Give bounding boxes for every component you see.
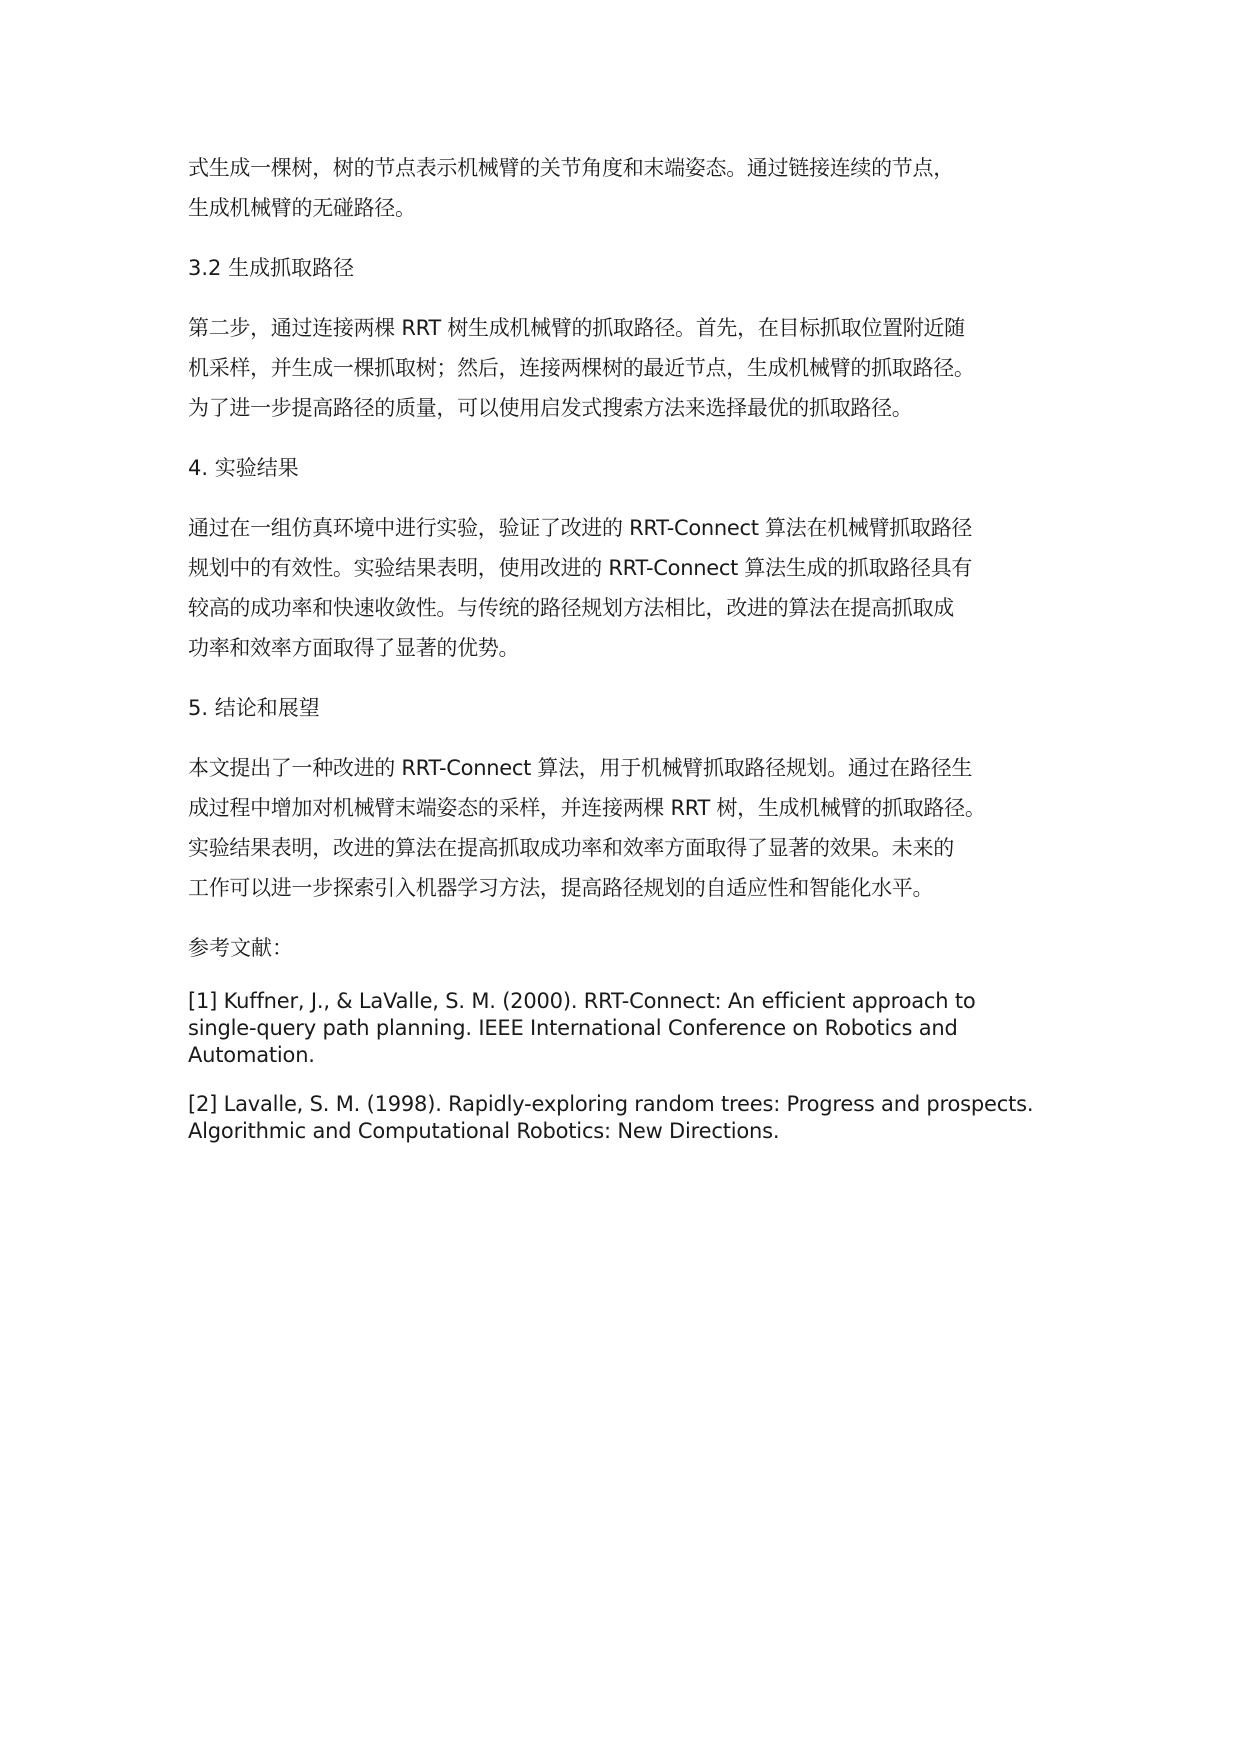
text-line: 工作可以进一步探索引入机器学习方法，提高路径规划的自适应性和智能化水平。 <box>188 876 934 900</box>
section-4-paragraph <box>188 508 1088 668</box>
reference-line: [2] Lavalle, S. M. (1998). Rapidly-exploring random trees: Progress and prospects. <box>188 1092 1034 1116</box>
reference-item-1 <box>188 988 1088 1069</box>
text-line: 较高的成功率和快速收敛性。与传统的路径规划方法相比，改进的算法在提高抓取成 <box>188 596 954 620</box>
reference-line: Automation. <box>188 1043 315 1067</box>
text-line: 第二步，通过连接两棵 RRT 树生成机械臂的抓取路径。首先，在目标抓取位置附近随 <box>188 316 965 340</box>
text-line: 为了进一步提高路径的质量，可以使用启发式搜索方法来选择最优的抓取路径。 <box>188 396 913 420</box>
section-5-paragraph <box>188 748 1088 908</box>
intro-paragraph <box>188 148 1088 228</box>
text-line: 通过在一组仿真环境中进行实验，验证了改进的 RRT-Connect 算法在机械臂抓取路径 <box>188 516 973 540</box>
text-line: 式生成一棵树，树的节点表示机械臂的关节角度和末端姿态。通过链接连续的节点， <box>188 156 954 180</box>
document-body <box>188 148 1088 1167</box>
reference-line: [1] Kuffner, J., & LaValle, S. M. (2000). RRT-Connect: An efficient approach to <box>188 989 976 1013</box>
section-3-2-paragraph <box>188 308 1088 428</box>
reference-line: Algorithmic and Computational Robotics: New Directions. <box>188 1119 780 1143</box>
text-line: 实验结果表明，改进的算法在提高抓取成功率和效率方面取得了显著的效果。未来的 <box>188 836 954 860</box>
references-heading: 参考文献： <box>188 936 293 960</box>
text-line: 生成机械臂的无碰路径。 <box>188 196 416 220</box>
section-heading-4: 4. 实验结果 <box>188 456 299 480</box>
text-line: 功率和效率方面取得了显著的优势。 <box>188 636 520 660</box>
reference-item-2 <box>188 1091 1088 1145</box>
text-line: 成过程中增加对机械臂末端姿态的采样，并连接两棵 RRT 树，生成机械臂的抓取路径。 <box>188 796 986 820</box>
section-heading-5: 5. 结论和展望 <box>188 696 320 720</box>
text-line: 规划中的有效性。实验结果表明，使用改进的 RRT-Connect 算法生成的抓取路径具有 <box>188 556 973 580</box>
text-line: 机采样，并生成一棵抓取树；然后，连接两棵树的最近节点，生成机械臂的抓取路径。 <box>188 356 975 380</box>
section-heading-3-2: 3.2 生成抓取路径 <box>188 256 355 280</box>
text-line: 本文提出了一种改进的 RRT-Connect 算法，用于机械臂抓取路径规划。通过在路径生 <box>188 756 973 780</box>
reference-line: single-query path planning. IEEE International Conference on Robotics and <box>188 1016 958 1040</box>
